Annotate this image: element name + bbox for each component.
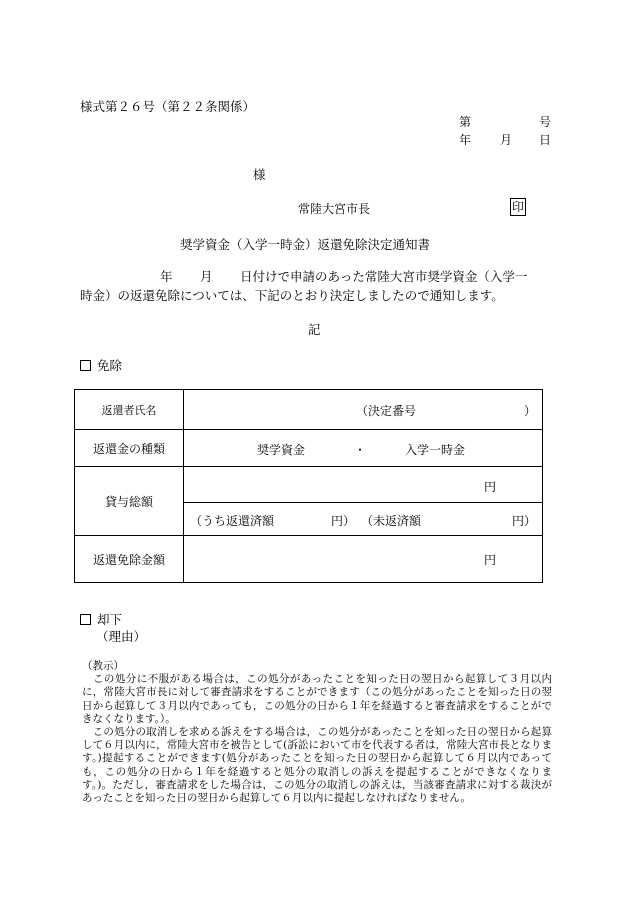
notice-heading: （教示）: [82, 660, 124, 672]
addressee-suffix: 様: [253, 167, 266, 182]
exemption-table: [74, 389, 543, 583]
rejection-label: 却下: [97, 612, 123, 627]
issuer-name: 常陸大宮市長: [298, 202, 371, 216]
date-day: 日: [539, 133, 552, 147]
body-year: 年: [160, 269, 173, 284]
ki-heading: 記: [308, 322, 321, 337]
rejection-reason: （理由）: [96, 629, 147, 644]
seal-mark: 印: [511, 200, 524, 214]
option-entrance-fund[interactable]: 入学一時金: [405, 443, 466, 457]
legal-notice: [82, 660, 552, 805]
option-scholarship[interactable]: 奨学資金: [257, 443, 306, 457]
option-separator: ・: [354, 443, 367, 457]
exemption-checkbox[interactable]: [80, 360, 91, 371]
repayment-type-cell: [184, 430, 543, 467]
exempt-amount-yen: 円: [484, 553, 497, 567]
date-month: 月: [500, 133, 513, 147]
doc-number-prefix: 第: [459, 115, 472, 129]
repayment-type-label: 返還金の種類: [75, 430, 184, 467]
date-year: 年: [459, 133, 472, 147]
rejection-option[interactable]: [80, 610, 122, 628]
doc-number-suffix: 号: [539, 115, 552, 129]
exemption-label: 免除: [97, 358, 123, 373]
total-loan-cell[interactable]: [184, 467, 543, 503]
exempt-amount-cell[interactable]: [184, 536, 543, 583]
unpaid-amount-label: （未返済額: [361, 514, 422, 528]
returner-name-label: 返還者氏名: [75, 390, 184, 430]
decision-number-close: ）: [524, 404, 537, 418]
total-loan-yen: 円: [484, 480, 497, 494]
exemption-option[interactable]: [80, 356, 122, 374]
body-month: 月: [200, 269, 213, 284]
rejection-checkbox[interactable]: [80, 614, 91, 625]
exempt-amount-label: 返還免除金額: [75, 536, 184, 583]
repaid-breakdown-cell[interactable]: [184, 503, 543, 536]
repaid-amount-label: （うち返還済額: [190, 514, 275, 528]
notice-paragraph-2: この処分の取消しを求める訴えをする場合は，この処分があったことを知った日の翌日から起算して６月以内に，常陸大宮市を被告として(訴訟において市を代表する者は，常陸大宮市長となります。)提起することができます(処分があったことを知った日の翌日から起算して６月以内であっても，この処分の日から１年を経過すると処分の取消しの訴えを提起することができなくなります。)。ただし，審査請求をした場合は，この処分の取消しの訴えは，当該審査請求に対する裁決があったことを知った日の翌日から起算して６月以内に提起しなければなりません。: [82, 726, 552, 805]
total-loan-label: 貸与総額: [75, 467, 184, 536]
document-title: 奨学資金（入学一時金）返還免除決定通知書: [180, 237, 431, 252]
unpaid-amount-yen: 円）: [512, 514, 537, 528]
returner-name-cell[interactable]: [184, 390, 543, 430]
body-line2: 時金）の返還免除については、下記のとおり決定しましたので通知します。: [80, 288, 504, 303]
body-line1: 日付けで申請のあった常陸大宮市奨学資金（入学一: [240, 269, 528, 284]
decision-number-open: （決定番号: [356, 404, 417, 418]
notice-paragraph-1: この処分に不服がある場合は，この処分があったことを知った日の翌日から起算して３月以内に，常陸大宮市長に対して審査請求をすることができます（この処分があったことを知った日の翌日から起算して３月以内であっても，この処分の日から１年を経過すると審査請求をすることができなくなります。）。: [82, 673, 552, 725]
repaid-amount-yen: 円）: [331, 514, 356, 528]
form-number: 様式第２６号（第２２条関係）: [80, 99, 256, 114]
